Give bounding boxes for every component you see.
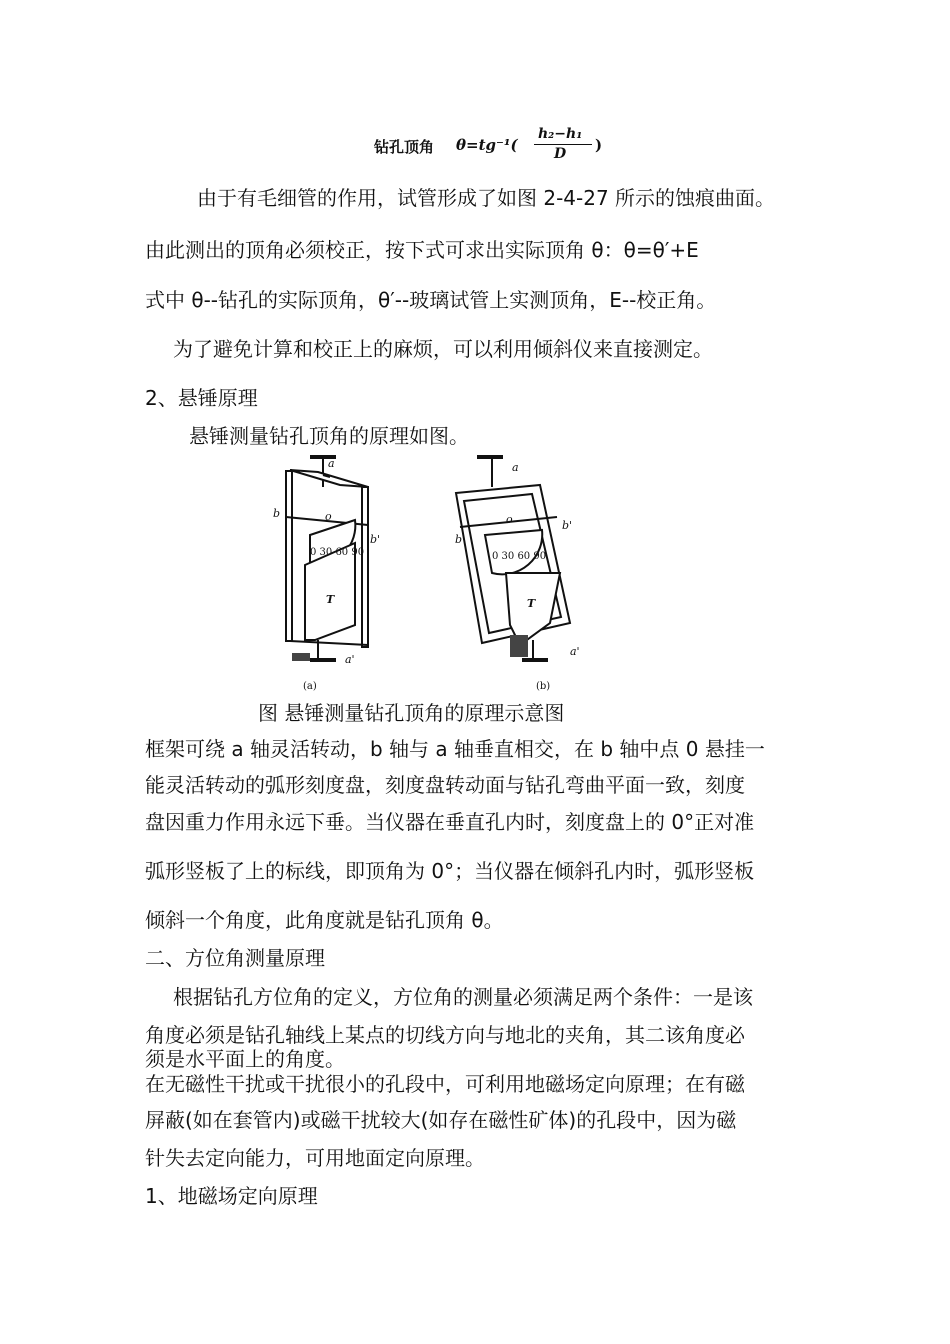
section-heading-1-地磁场: 1、地磁场定向原理 xyxy=(145,1184,318,1208)
label-o-b: o xyxy=(506,513,513,526)
paragraph-1: 由于有毛细管的作用，试管形成了如图 2-4-27 所示的蚀痕曲面。 xyxy=(197,186,776,210)
label-b-prime-b: b' xyxy=(562,519,573,532)
body-line-2: 能灵活转动的弧形刻度盘，刻度盘转动面与钻孔弯曲平面一致，刻度 xyxy=(145,773,745,797)
formula-denominator: D xyxy=(554,146,567,162)
paragraph-3: 式中 θ--钻孔的实际顶角，θ′--玻璃试管上实测顶角，E--校正角。 xyxy=(145,288,717,312)
paragraph-5: 悬锤测量钻孔顶角的原理如图。 xyxy=(189,424,469,448)
body-line-8: 角度必须是钻孔轴线上某点的切线方向与地北的夹角，其二该角度必 xyxy=(145,1023,745,1047)
section-heading-方位角: 二、方位角测量原理 xyxy=(145,946,325,970)
label-a: a xyxy=(328,457,335,470)
label-o: o xyxy=(325,510,332,523)
body-line-10: 在无磁性干扰或干扰很小的孔段中，可利用地磁场定向原理；在有磁 xyxy=(145,1072,745,1096)
label-b-b: b xyxy=(455,533,463,546)
body-line-4: 弧形竖板了上的标线，即顶角为 0°；当仪器在倾斜孔内时，弧形竖板 xyxy=(145,859,755,883)
body-line-5: 倾斜一个角度，此角度就是钻孔顶角 θ。 xyxy=(145,908,504,932)
body-line-3: 盘因重力作用永远下垂。当仪器在垂直孔内时，刻度盘上的 0°正对准 xyxy=(145,810,755,834)
formula-label: 钻孔顶角 xyxy=(374,138,435,156)
paragraph-4: 为了避免计算和校正上的麻烦，可以利用倾斜仪来直接测定。 xyxy=(173,337,713,361)
label-T-b: T xyxy=(527,597,536,610)
body-line-11: 屏蔽(如在套管内)或磁干扰较大(如存在磁性矿体)的孔段中，因为磁 xyxy=(145,1108,737,1132)
label-a-prime-b: a' xyxy=(570,645,580,658)
section-heading-2: 2、悬锤原理 xyxy=(145,386,258,410)
body-line-7: 根据钻孔方位角的定义，方位角的测量必须满足两个条件：一是该 xyxy=(173,985,753,1009)
fraction-bar xyxy=(534,144,592,145)
body-line-12: 针失去定向能力，可用地面定向原理。 xyxy=(145,1146,485,1170)
body-line-9: 须是水平面上的角度。 xyxy=(145,1047,345,1071)
formula-close: ) xyxy=(595,136,603,154)
formula-numerator: h₂−h₁ xyxy=(538,126,583,142)
body-line-1: 框架可绕 a 轴灵活转动，b 轴与 a 轴垂直相交，在 b 轴中点 0 悬挂一 xyxy=(145,737,765,761)
label-T: T xyxy=(326,593,335,606)
figure-a xyxy=(286,455,368,662)
subcaption-a: (a) xyxy=(303,681,317,692)
subcaption-b: (b) xyxy=(536,681,551,692)
figure-caption: 图 悬锤测量钻孔顶角的原理示意图 xyxy=(258,701,565,725)
label-a-prime: a' xyxy=(345,653,355,666)
formula-lhs: θ=tg⁻¹( xyxy=(456,136,518,154)
pendulum-diagram xyxy=(270,455,630,695)
label-b-prime: b' xyxy=(370,533,381,546)
label-b: b xyxy=(273,507,281,520)
label-a-b: a xyxy=(512,461,519,474)
scale-b: 0 30 60 90 xyxy=(492,551,547,562)
scale-a: 0 30 60 90 xyxy=(310,547,365,558)
paragraph-2: 由此测出的顶角必须校正，按下式可求出实际顶角 θ：θ=θ′+E xyxy=(145,238,699,262)
